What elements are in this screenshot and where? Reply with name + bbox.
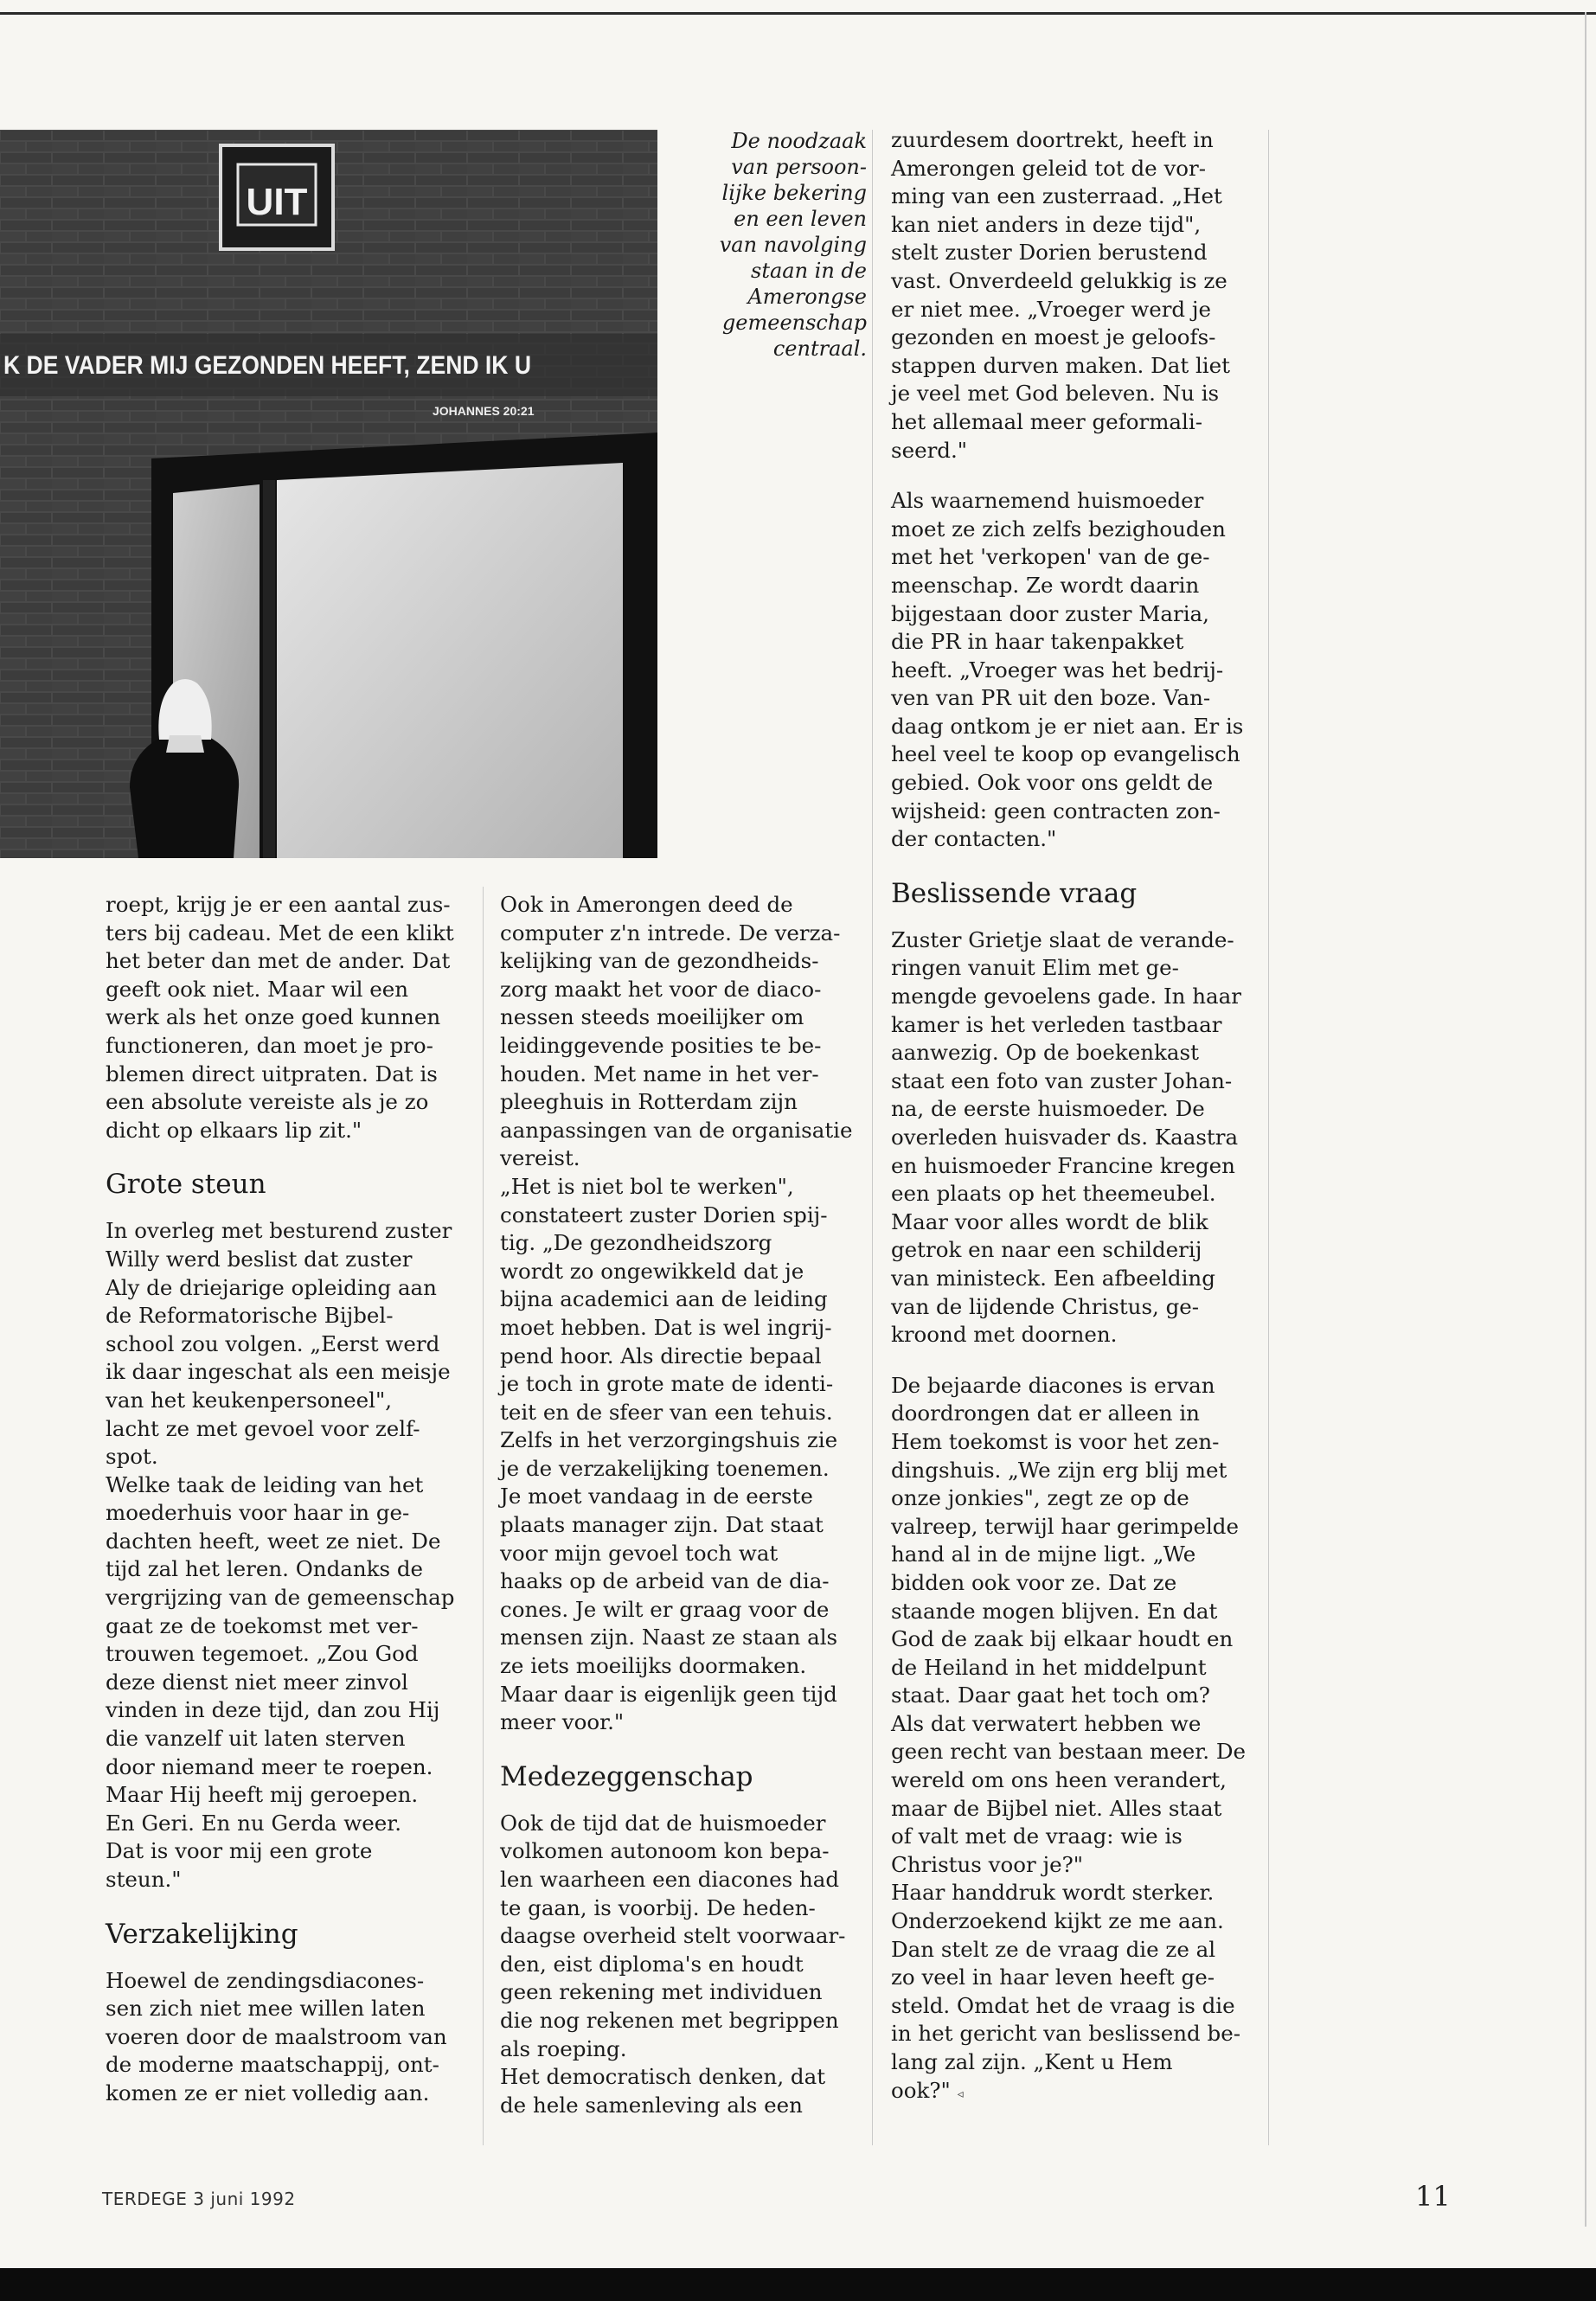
caption-line: lijke bekering — [721, 181, 867, 205]
right-margin-rule — [1585, 12, 1586, 2227]
text-line: trouwen tegemoet. „Zou God — [106, 1641, 419, 1667]
text-line — [891, 2077, 1263, 2109]
text-line: valreep, terwijl haar gerimpelde — [891, 1513, 1239, 1539]
text-line: die vanzelf uit laten sterven — [106, 1726, 406, 1752]
paragraph — [891, 487, 1263, 854]
footer-publication: TERDEGE 3 juni 1992 — [102, 2189, 296, 2209]
caption-line: en een leven — [734, 207, 867, 231]
text-line: tig. „De gezondheidszorg — [500, 1230, 772, 1256]
paragraph — [500, 2063, 863, 2119]
text-line: dachten heeft, weet ze niet. De — [106, 1528, 441, 1554]
photo-sign-label: UIT — [246, 181, 308, 223]
text-line: geen rekening met individuen — [500, 1979, 823, 2005]
text-line: leidinggevende posities te be- — [500, 1032, 822, 1058]
text-line: Als waarnemend huismoeder — [891, 488, 1204, 514]
text-line: heeft. „Vroeger was het bedrij- — [891, 657, 1224, 683]
text-line: Hem toekomst is voor het zen- — [891, 1428, 1220, 1454]
text-line: ven van PR uit den boze. Van- — [891, 685, 1211, 711]
text-line: staat een foto van zuster Johan- — [891, 1067, 1233, 1093]
section-heading: Verzakelijking — [106, 1918, 298, 1950]
text-line: bidden ook voor ze. Dat ze — [891, 1569, 1177, 1595]
text-line: kroond met doornen. — [891, 1322, 1118, 1348]
page-number: 11 — [1415, 2180, 1451, 2213]
text-line: werk als het onze goed kunnen — [106, 1004, 441, 1030]
paragraph — [500, 1810, 863, 2063]
text-line: kamer is het verleden tastbaar — [891, 1011, 1222, 1037]
text-line: vergrijzing van de gemeenschap — [106, 1585, 455, 1611]
text-line: ters bij cadeau. Met de een klikt — [106, 920, 454, 945]
paragraph — [891, 926, 1263, 1349]
text-line: steun." — [106, 1867, 182, 1892]
text-line: gebied. Ook voor ons geldt de — [891, 770, 1214, 796]
text-line: geeft ook niet. Maar wil een — [106, 976, 409, 1002]
top-rule — [0, 12, 1596, 15]
paragraph — [500, 1173, 863, 1737]
text-line: ringen vanuit Elim met ge- — [891, 955, 1179, 981]
text-line: Aly de driejarige opleiding aan — [106, 1274, 437, 1300]
text-line: Amerongen geleid tot de vor- — [891, 155, 1207, 181]
text-line: pleeghuis in Rotterdam zijn — [500, 1089, 798, 1115]
text-line: Welke taak de leiding van het — [106, 1471, 424, 1497]
text-line: lang zal zijn. „Kent u Hem — [891, 2049, 1173, 2074]
text-line: der contacten." — [891, 826, 1057, 852]
paragraph — [500, 891, 863, 1173]
text-line: door niemand meer te roepen. — [106, 1753, 433, 1779]
text-line: hand al in de mijne ligt. „We — [891, 1541, 1196, 1567]
text-line: functioneren, dan moet je pro- — [106, 1032, 433, 1058]
end-of-article-icon: ◃ — [957, 2086, 964, 2101]
text-line: moet hebben. Dat is wel ingrij- — [500, 1314, 832, 1340]
text-line: van ministeck. Een afbeelding — [891, 1265, 1215, 1291]
caption-line: Amerongse — [747, 285, 867, 309]
text-line: de hele samenleving als een — [500, 2092, 803, 2118]
text-line: voor mijn gevoel toch wat — [500, 1540, 779, 1566]
section-heading: Beslissende vraag — [891, 877, 1138, 909]
column-rule — [872, 130, 873, 2145]
text-line: sen zich niet mee willen laten — [106, 1996, 426, 2022]
text-line: kelijking van de gezondheids- — [500, 948, 819, 974]
photo-wall-reference: JOHANNES 20:21 — [433, 404, 535, 418]
text-line: te gaan, is voorbij. De heden- — [500, 1894, 816, 1920]
text-line: Onderzoekend kijkt ze me aan. — [891, 1908, 1224, 1934]
paragraph — [891, 1879, 1263, 2108]
text-line: De bejaarde diacones is ervan — [891, 1372, 1215, 1398]
text-line: heel veel te koop op evangelisch — [891, 741, 1240, 767]
text-line: de Reformatorische Bijbel- — [106, 1303, 394, 1329]
text-line: blemen direct uitpraten. Dat is — [106, 1061, 438, 1086]
caption-line: centraal. — [772, 336, 867, 361]
text-line: als roeping. — [500, 2035, 627, 2061]
text-line: de moderne maatschappij, ont- — [106, 2052, 439, 2078]
text-line: deze dienst niet meer zinvol — [106, 1669, 408, 1695]
text-line: school zou volgen. „Eerst werd — [106, 1330, 440, 1356]
text-line: volkomen autonoom kon bepa- — [500, 1838, 830, 1864]
text-line: je veel met God beleven. Nu is — [891, 381, 1220, 407]
text-line: Maar voor alles wordt de blik — [891, 1208, 1208, 1234]
text-line: Als dat verwatert hebben we — [891, 1710, 1202, 1736]
caption-line: van persoon- — [731, 155, 867, 179]
text-line: Het democratisch denken, dat — [500, 2064, 826, 2090]
text-line: het allemaal meer geformali- — [891, 408, 1202, 434]
text-line: steld. Omdat het de vraag is die — [891, 1992, 1235, 2018]
text-line: doordrongen dat er alleen in — [891, 1400, 1200, 1426]
text-line: overleden huisvader ds. Kaastra — [891, 1125, 1239, 1150]
text-line: spot. — [106, 1444, 158, 1470]
text-line: meer voor." — [500, 1709, 625, 1735]
text-line: Ook in Amerongen deed de — [500, 892, 793, 917]
photo-wall-text: K DE VADER MIJ GEZONDEN HEEFT, ZEND IK U — [3, 351, 531, 380]
text-line: wordt zo ongewikkeld dat je — [500, 1258, 804, 1284]
photo-illustration — [0, 130, 657, 858]
text-line: en huismoeder Francine kregen — [891, 1152, 1235, 1178]
text-line: je toch in grote mate de identi- — [500, 1371, 834, 1397]
paragraph — [106, 1967, 469, 2108]
caption-line: van navolging — [719, 233, 867, 257]
text-line: seerd." — [891, 437, 968, 463]
text-line: In overleg met besturend zuster — [106, 1218, 452, 1244]
column-rule — [483, 887, 484, 2145]
text-line: computer z'n intrede. De verza- — [500, 920, 841, 945]
text-line: zo veel in haar leven heeft ge- — [891, 1965, 1215, 1990]
article-column-1 — [106, 891, 469, 2131]
text-line-end: ook?" — [891, 2077, 951, 2103]
text-line: staande mogen blijven. En dat — [891, 1598, 1218, 1624]
text-line: de Heiland in het middelpunt — [891, 1654, 1207, 1680]
text-line: het beter dan met de ander. Dat — [106, 948, 451, 974]
text-line: die PR in haar takenpakket — [891, 629, 1184, 655]
text-line: vinden in deze tijd, dan zou Hij — [106, 1697, 440, 1723]
article-photo — [0, 130, 657, 858]
paragraph — [891, 126, 1263, 465]
text-line: wereld om ons heen verandert, — [891, 1767, 1227, 1793]
text-line: kan niet anders in deze tijd", — [891, 211, 1202, 237]
text-line: gaat ze de toekomst met ver- — [106, 1612, 419, 1638]
text-line: Je moet vandaag in de eerste — [500, 1484, 813, 1509]
text-line: je de verzakelijking toenemen. — [500, 1455, 830, 1481]
text-line: En Geri. En nu Gerda weer. — [106, 1810, 402, 1836]
text-line: pend hoor. Als directie bepaal — [500, 1343, 822, 1368]
text-line: die nog rekenen met begrippen — [500, 2007, 839, 2033]
text-line: stappen durven maken. Dat liet — [891, 352, 1230, 378]
photo-caption — [685, 128, 867, 362]
text-line: voeren door de maalstroom van — [106, 2023, 447, 2049]
text-line: tijd zal het leren. Ondanks de — [106, 1556, 424, 1582]
paragraph — [106, 1217, 469, 1471]
text-line: ming van een zusterraad. „Het — [891, 183, 1222, 209]
text-line: van het keukenpersoneel", — [106, 1387, 393, 1413]
photo-text-overlay — [0, 130, 657, 418]
text-line: er niet mee. „Vroeger werd je — [891, 296, 1211, 322]
section-heading: Grote steun — [106, 1169, 266, 1201]
text-line: Maar Hij heeft mij geroepen. — [106, 1782, 419, 1808]
text-line: stelt zuster Dorien berustend — [891, 240, 1208, 266]
paragraph — [106, 891, 469, 1144]
caption-line: gemeenschap — [721, 311, 867, 335]
section-heading: Medezeggenschap — [500, 1760, 753, 1792]
text-line: Zuster Grietje slaat de verande- — [891, 926, 1234, 952]
text-line: nessen steeds moeilijker om — [500, 1004, 804, 1030]
text-line: bijna academici aan de leiding — [500, 1286, 828, 1312]
text-line: meenschap. Ze wordt daarin — [891, 572, 1200, 598]
text-line: vereist. — [500, 1145, 580, 1171]
text-line: zuurdesem doortrekt, heeft in — [891, 127, 1214, 152]
text-line: „Het is niet bol te werken", — [500, 1173, 794, 1199]
text-line: Christus voor je?" — [891, 1851, 1083, 1877]
text-line: moederhuis voor haar in ge- — [106, 1500, 410, 1526]
text-line: Maar daar is eigenlijk geen tijd — [500, 1681, 837, 1707]
text-line: Hoewel de zendingsdiacones- — [106, 1967, 425, 1993]
text-line: Haar handdruk wordt sterker. — [891, 1880, 1215, 1906]
text-line: aanwezig. Op de boekenkast — [891, 1040, 1199, 1066]
text-line: ze iets moeilijks doormaken. — [500, 1653, 807, 1679]
caption-line: De noodzaak — [731, 129, 867, 153]
text-line: Dan stelt ze de vraag die ze al — [891, 1936, 1216, 1962]
paragraph — [106, 1471, 469, 1894]
text-line: Willy werd beslist dat zuster — [106, 1246, 413, 1272]
text-line: Dat is voor mij een grote — [106, 1838, 373, 1864]
text-line: vast. Onverdeeld gelukkig is ze — [891, 267, 1227, 293]
text-line: len waarheen een diacones had — [500, 1867, 840, 1892]
text-line: in het gericht van beslissend be- — [891, 2021, 1240, 2047]
text-line: of valt met de vraag: wie is — [891, 1823, 1183, 1849]
text-line: een absolute vereiste als je zo — [106, 1089, 429, 1115]
text-line: onze jonkies", zegt ze op de — [891, 1485, 1189, 1511]
text-line: daagse overheid stelt voorwaar- — [500, 1923, 846, 1949]
text-line: maar de Bijbel niet. Alles staat — [891, 1795, 1222, 1821]
text-line: ik daar ingeschat als een meisje — [106, 1359, 451, 1385]
text-line: teit en de sfeer van een tehuis. — [500, 1399, 833, 1425]
text-line: bijgestaan door zuster Maria, — [891, 600, 1209, 626]
text-line: constateert zuster Dorien spij- — [500, 1202, 828, 1227]
text-line: mengde gevoelens gade. In haar — [891, 984, 1241, 1009]
text-line: gezonden en moest je geloofs- — [891, 324, 1216, 350]
text-line: Ook de tijd dat de huismoeder — [500, 1810, 826, 1836]
text-line: dicht op elkaars lip zit." — [106, 1117, 362, 1143]
text-line: aanpassingen van de organisatie — [500, 1117, 853, 1143]
text-line: God de zaak bij elkaar houdt en — [891, 1626, 1234, 1652]
scan-bottom-edge — [0, 2268, 1596, 2301]
article-column-2 — [500, 891, 863, 2142]
text-line: Zelfs in het verzorgingshuis zie — [500, 1427, 838, 1453]
text-line: zorg maakt het voor de diaco- — [500, 976, 822, 1002]
column-rule — [1268, 130, 1269, 2145]
text-line: haaks op de arbeid van de dia- — [500, 1568, 830, 1594]
text-line: daag ontkom je er niet aan. Er is — [891, 713, 1244, 739]
text-line: houden. Met name in het ver- — [500, 1061, 819, 1086]
text-line: dingshuis. „We zijn erg blij met — [891, 1457, 1227, 1483]
text-line: geen recht van bestaan meer. De — [891, 1739, 1246, 1765]
caption-line: staan in de — [751, 259, 867, 283]
text-line: komen ze er niet volledig aan. — [106, 2080, 430, 2106]
text-line: cones. Je wilt er graag voor de — [500, 1596, 830, 1622]
text-line: na, de eerste huismoeder. De — [891, 1096, 1205, 1122]
text-line: moet ze zich zelfs bezighouden — [891, 516, 1226, 542]
article-column-3 — [891, 126, 1263, 2131]
text-line: met het 'verkopen' van de ge- — [891, 544, 1210, 570]
text-line: roept, krijg je er een aantal zus- — [106, 892, 451, 917]
text-line: wijsheid: geen contracten zon- — [891, 798, 1221, 824]
text-line: lacht ze met gevoel voor zelf- — [106, 1415, 420, 1441]
text-line: plaats manager zijn. Dat staat — [500, 1512, 824, 1538]
paragraph — [891, 1372, 1263, 1880]
text-line: staat. Daar gaat het toch om? — [891, 1682, 1210, 1708]
text-line: mensen zijn. Naast ze staan als — [500, 1625, 838, 1650]
text-line: den, eist diploma's en houdt — [500, 1951, 804, 1977]
text-line: getrok en naar een schilderij — [891, 1237, 1202, 1263]
text-line: een plaats op het theemeubel. — [891, 1181, 1216, 1207]
text-line: van de lijdende Christus, ge- — [891, 1293, 1200, 1319]
